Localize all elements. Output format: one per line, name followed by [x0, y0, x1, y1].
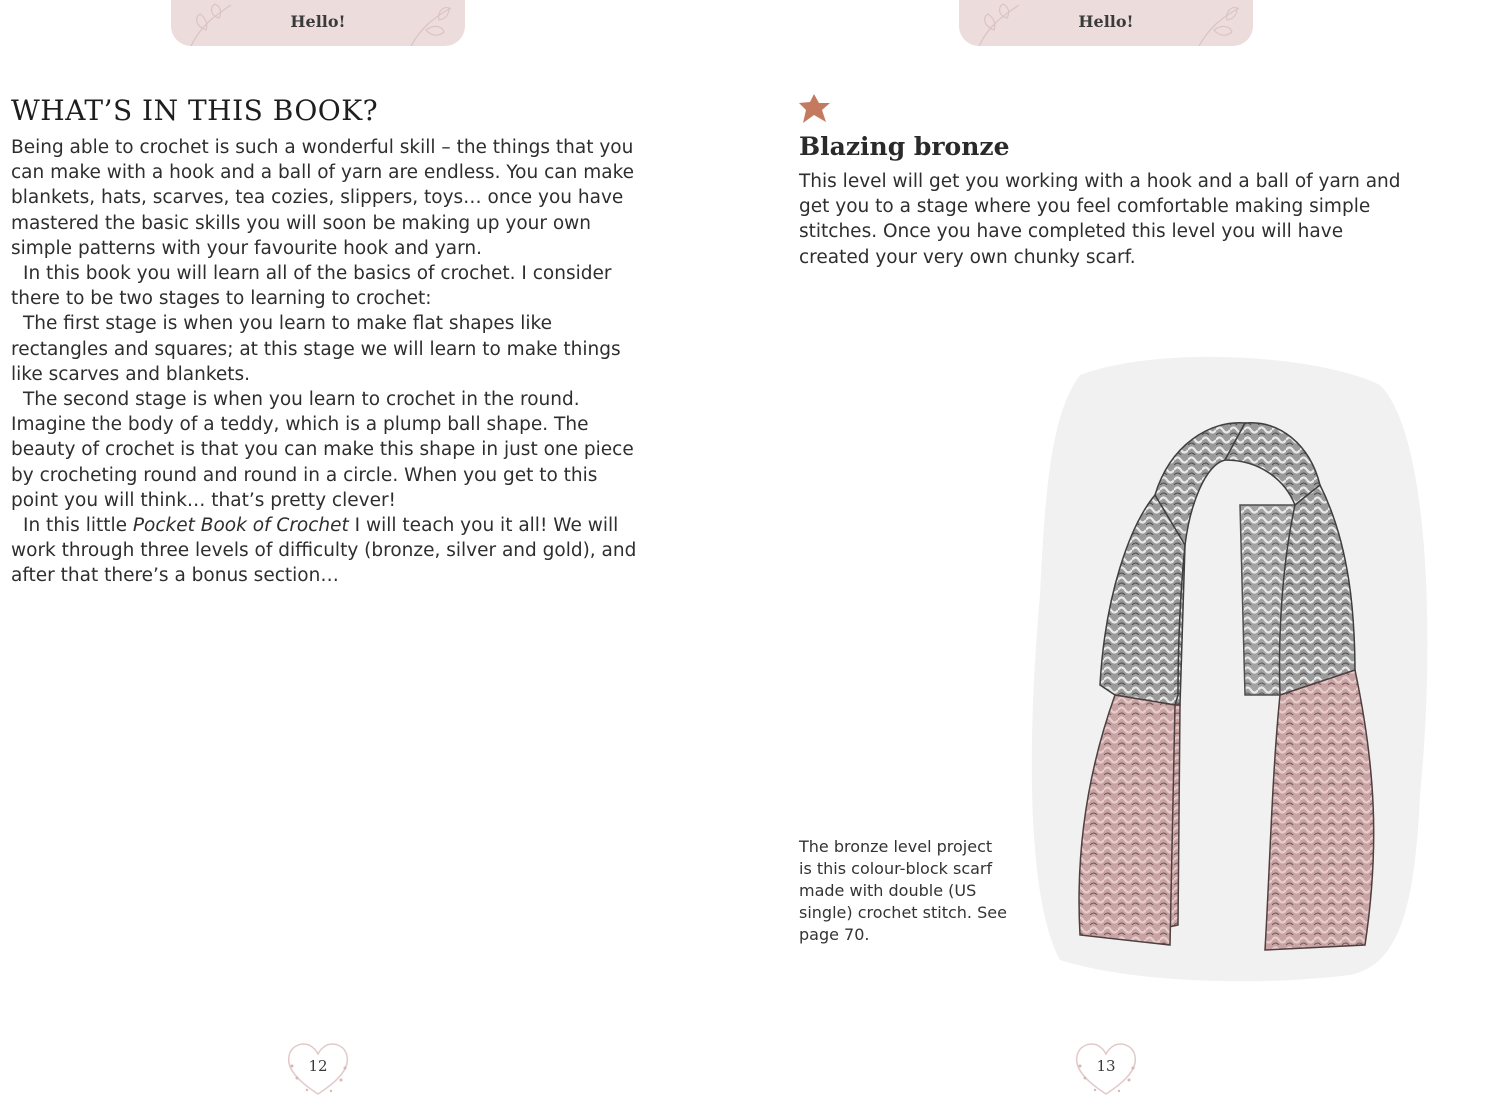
page-number-badge	[283, 1036, 353, 1100]
page-number: 13	[1096, 1057, 1116, 1075]
page-heading: WHAT’S IN THIS BOOK?	[11, 94, 379, 127]
paragraph: The second stage is when you learn to crochet in the round. Imagine the body of a teddy, which is a plump ball shape. The beauty of crochet is that you can make this shape in just one piece by crocheting round and round in a circle. When you get to this point you will think… that’s pretty clever!	[11, 389, 634, 511]
running-header-tab	[171, 0, 465, 46]
level-heading: Blazing bronze	[799, 132, 1010, 161]
page-number-badge	[1071, 1036, 1141, 1100]
page-number: 12	[308, 1057, 328, 1075]
paragraph: In this book you will learn all of the basics of crochet. I consider there to be two stages to learning to crochet:	[11, 263, 612, 310]
running-header-tab	[959, 0, 1253, 46]
body-text	[11, 135, 639, 589]
intro-text: This level will get you working with a hook and a ball of yarn and get you to a stage where you feel comfortable making simple stitches. Once you have completed this level you will have created your very own chunky scarf.	[799, 171, 1401, 268]
paragraph: The first stage is when you learn to make flat shapes like rectangles and squares; at this stage we will learn to make things like scarves and blankets.	[11, 313, 621, 385]
right-page	[750, 0, 1500, 1108]
star-icon	[797, 92, 833, 126]
paragraph-text: In this little	[23, 515, 133, 537]
image-caption: The bronze level project is this colour-block scarf made with double (US single) crochet stitch. See page 70.	[799, 837, 1007, 944]
paragraph	[11, 513, 639, 589]
paragraph-text: I will teach you it all! We will work through three levels of difficulty (bronze, silver and gold), and after that there’s a bonus section…	[11, 515, 637, 587]
running-header: Hello!	[290, 12, 346, 31]
paragraph: Being able to crochet is such a wonderful skill – the things that you can make with a hook and a ball of yarn are endless. You can make blankets, hats, scarves, tea cozies, slippers, toys… once you have mastered the basic skills you will soon be making up your own simple patterns with your favourite hook and yarn.	[11, 137, 635, 259]
scarf-illustration	[1020, 345, 1440, 985]
running-header: Hello!	[1078, 12, 1134, 31]
book-title: Pocket Book of Crochet	[132, 515, 349, 537]
